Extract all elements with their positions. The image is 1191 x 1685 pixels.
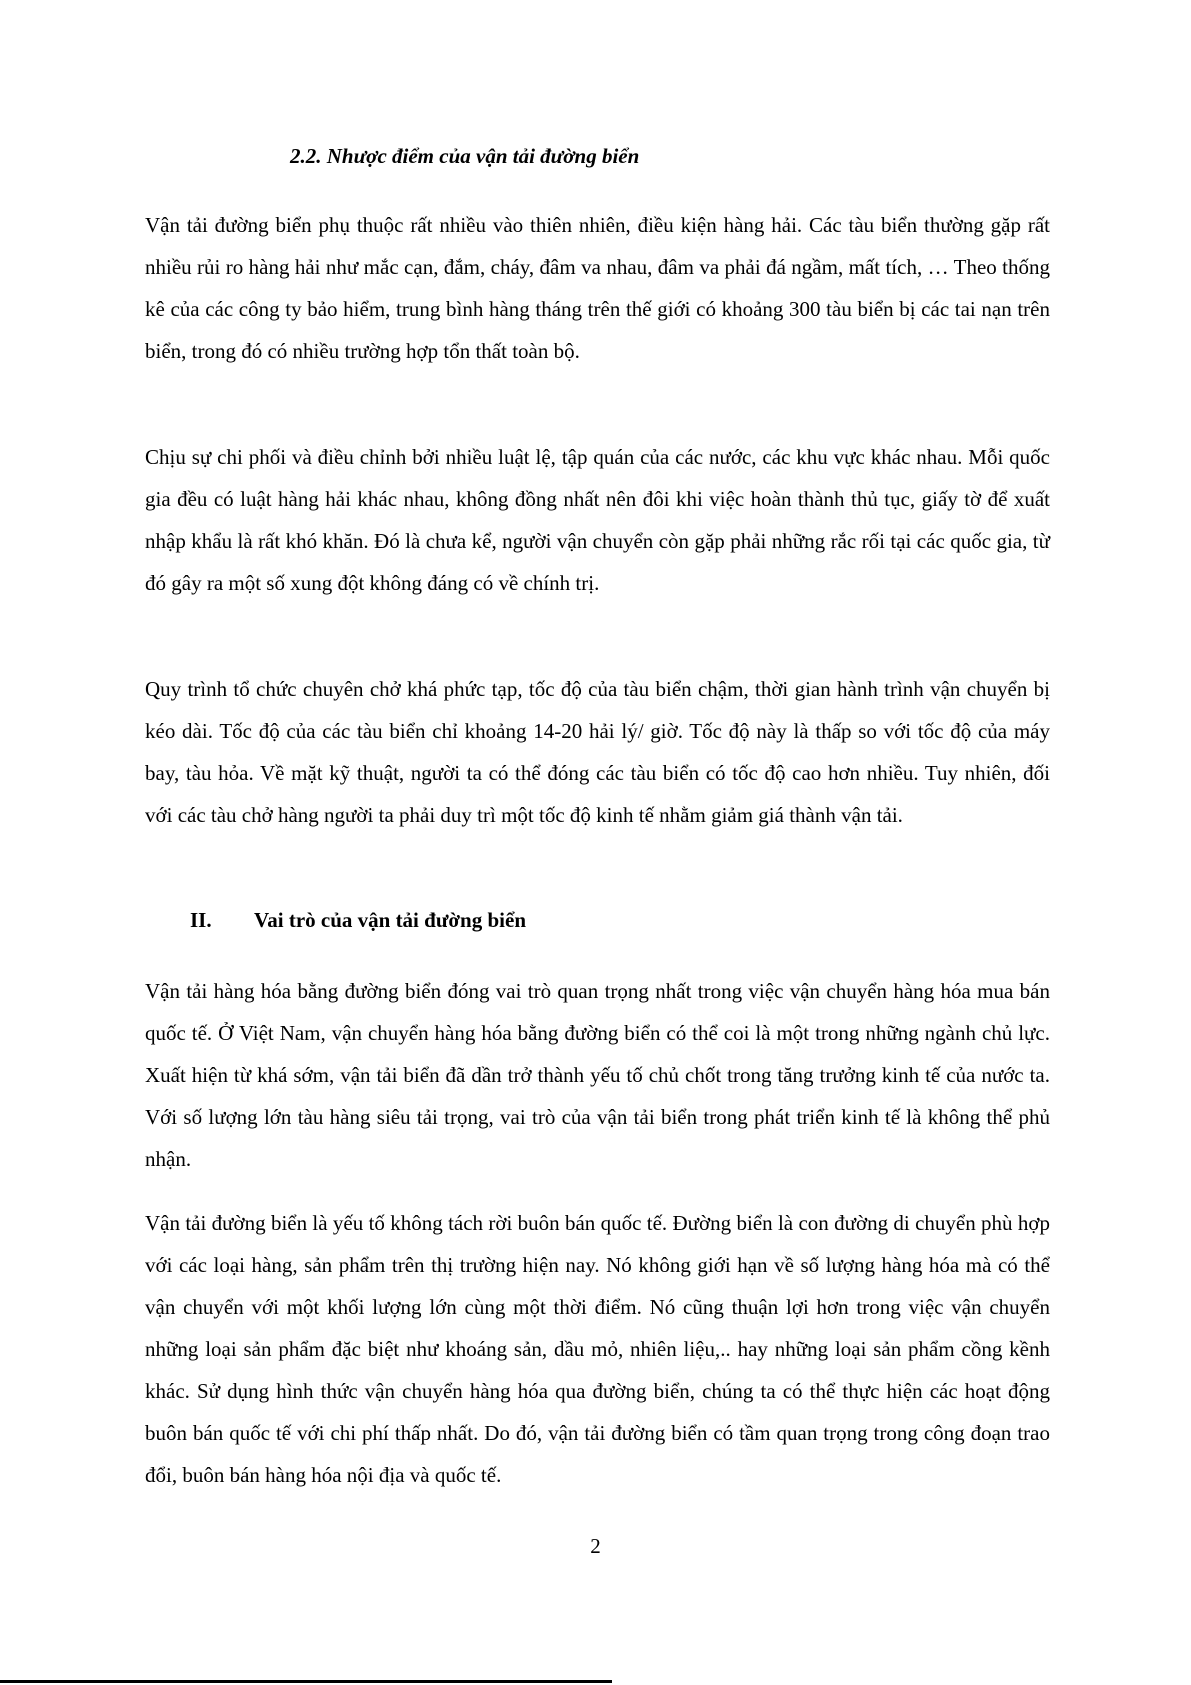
section-heading: 2.2. Nhược điểm của vận tải đường biển [290, 144, 640, 168]
paragraph-role-trade: Vận tải đường biển là yếu tố không tách rời buôn bán quốc tế. Đường biển là con đường di chuyển phù hợp với các loại hàng, sản phẩm trên thị trường hiện nay. Nó không giới hạn về số lượng hàng hóa mà có thể vận chuyển với một khối lượng lớn cùng một thời điểm. Nó cũng thuận lợi hơn trong việc vận chuyển những loại sản phẩm đặc biệt như khoáng sản, dầu mỏ, nhiên liệu,.. hay những loại sản phẩm cồng kềnh khác. Sử dụng hình thức vận chuyển hàng hóa qua đường biển, chúng ta có thể thực hiện các hoạt động buôn bán quốc tế với chi phí thấp nhất. Do đó, vận tải đường biển có tầm quan trọng trong công đoạn trao đổi, buôn bán hàng hóa nội địa và quốc tế. [145, 1211, 1050, 1487]
paragraph-slow-speed: Quy trình tổ chức chuyên chở khá phức tạp, tốc độ của tàu biển chậm, thời gian hành trình vận chuyển bị kéo dài. Tốc độ của các tàu biển chỉ khoảng 14-20 hải lý/ giờ. Tốc độ này là thấp so với tốc độ của máy bay, tàu hỏa. Về mặt kỹ thuật, người ta có thể đóng các tàu biển có tốc độ cao hơn nhiều. Tuy nhiên, đối với các tàu chở hàng người ta phải duy trì một tốc độ kinh tế nhằm giảm giá thành vận tải. [145, 677, 1050, 827]
chapter-number: II. [190, 908, 212, 932]
chapter-heading [190, 904, 526, 936]
page-number: 2 [590, 1534, 601, 1558]
chapter-title: Vai trò của vận tải đường biển [254, 908, 526, 932]
paragraph-weather-risks: Vận tải đường biển phụ thuộc rất nhiều vào thiên nhiên, điều kiện hàng hải. Các tàu biển thường gặp rất nhiều rủi ro hàng hải như mắc cạn, đắm, cháy, đâm va nhau, đâm va phải đá ngầm, mất tích, … Theo thống kê của các công ty bảo hiểm, trung bình hàng tháng trên thế giới có khoảng 300 tàu biển bị các tai nạn trên biển, trong đó có nhiều trường hợp tổn thất toàn bộ. [145, 213, 1050, 363]
paragraph-regulations: Chịu sự chi phối và điều chỉnh bởi nhiều luật lệ, tập quán của các nước, các khu vực khác nhau. Mỗi quốc gia đều có luật hàng hải khác nhau, không đồng nhất nên đôi khi việc hoàn thành thủ tục, giấy tờ để xuất nhập khẩu là rất khó khăn. Đó là chưa kể, người vận chuyển còn gặp phải những rắc rối tại các quốc gia, từ đó gây ra một số xung đột không đáng có về chính trị. [145, 445, 1050, 595]
paragraph-role-economy: Vận tải hàng hóa bằng đường biển đóng vai trò quan trọng nhất trong việc vận chuyển hàng hóa mua bán quốc tế. Ở Việt Nam, vận chuyển hàng hóa bằng đường biển có thể coi là một trong những ngành chủ lực. Xuất hiện từ khá sớm, vận tải biển đã dần trở thành yếu tố chủ chốt trong tăng trưởng kinh tế của nước ta. Với số lượng lớn tàu hàng siêu tải trọng, vai trò của vận tải biển trong phát triển kinh tế là không thể phủ nhận. [145, 979, 1050, 1171]
bottom-divider [0, 1680, 612, 1683]
